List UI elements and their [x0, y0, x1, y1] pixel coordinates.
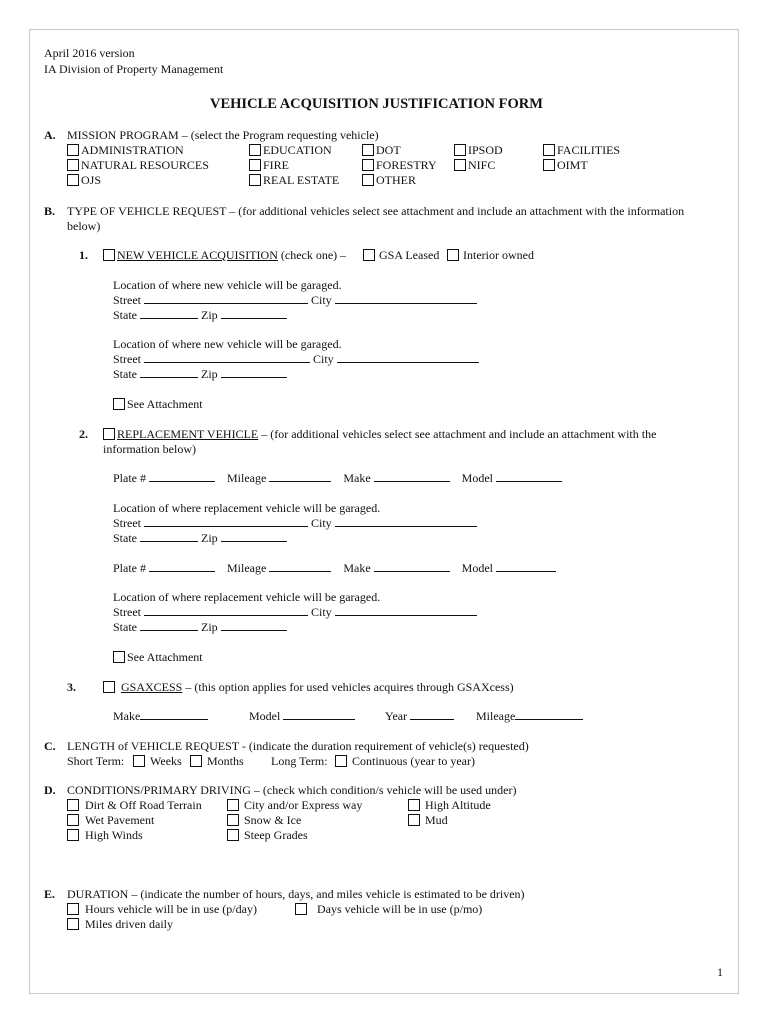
- division-text: IA Division of Property Management: [44, 62, 224, 76]
- replacement-street-row-1: [113, 516, 477, 530]
- new-vehicle-check-one: (check one) –: [277, 248, 347, 262]
- plate-label: Plate #: [113, 561, 146, 575]
- zip-input[interactable]: [221, 531, 287, 542]
- checkbox-gsaxcess[interactable]: [103, 681, 115, 693]
- city-label: City: [313, 352, 334, 366]
- city-input[interactable]: [335, 605, 477, 616]
- label-forestry: FORESTRY: [376, 158, 437, 172]
- checkbox-gsa-leased[interactable]: [363, 249, 375, 261]
- label-steep-grades: Steep Grades: [244, 828, 308, 842]
- checkbox-dot[interactable]: [362, 144, 374, 156]
- label-other: OTHER: [376, 173, 416, 187]
- year-input[interactable]: [410, 709, 454, 720]
- mileage-input[interactable]: [269, 471, 331, 482]
- label-oimt: OIMT: [557, 158, 588, 172]
- zip-input[interactable]: [221, 308, 287, 319]
- mileage-input[interactable]: [515, 709, 583, 720]
- form-title: VEHICLE ACQUISITION JUSTIFICATION FORM: [210, 96, 543, 112]
- section-b-letter: B.: [44, 204, 56, 218]
- label-gsa-leased: GSA Leased: [379, 248, 440, 262]
- page-number: 1: [717, 965, 723, 979]
- street-input[interactable]: [144, 352, 310, 363]
- street-label: Street: [113, 293, 141, 307]
- checkbox-snow-ice[interactable]: [227, 814, 239, 826]
- new-location-text-1: Location of where new vehicle will be garaged.: [113, 278, 342, 292]
- label-continuous: Continuous (year to year): [352, 754, 475, 768]
- zip-label: Zip: [201, 367, 218, 381]
- zip-input[interactable]: [221, 367, 287, 378]
- checkbox-high-altitude[interactable]: [408, 799, 420, 811]
- checkbox-weeks[interactable]: [133, 755, 145, 767]
- replacement-state-row-1: [113, 531, 287, 545]
- checkbox-facilities[interactable]: [543, 144, 555, 156]
- model-input[interactable]: [496, 471, 562, 482]
- street-label: Street: [113, 352, 141, 366]
- section-d-letter: D.: [44, 783, 56, 797]
- city-label: City: [311, 605, 332, 619]
- make-label: Make: [343, 561, 371, 575]
- label-see-attachment-2: See Attachment: [127, 650, 203, 664]
- label-weeks: Weeks: [150, 754, 182, 768]
- version-text: April 2016 version: [44, 46, 135, 60]
- checkbox-miles[interactable]: [67, 918, 79, 930]
- label-snow-ice: Snow & Ice: [244, 813, 302, 827]
- model-label: Model: [461, 561, 493, 575]
- section-e-letter: E.: [44, 887, 56, 901]
- section-a-heading: MISSION PROGRAM – (select the Program requesting vehicle): [67, 128, 379, 142]
- state-label: State: [113, 367, 137, 381]
- plate-input[interactable]: [149, 471, 215, 482]
- label-months: Months: [207, 754, 244, 768]
- label-ipsod: IPSOD: [468, 143, 503, 157]
- checkbox-high-winds[interactable]: [67, 829, 79, 841]
- long-term-label: Long Term:: [271, 754, 328, 768]
- checkbox-mud[interactable]: [408, 814, 420, 826]
- gsaxcess-mileage-field: [476, 709, 583, 723]
- model-input[interactable]: [283, 709, 355, 720]
- street-label: Street: [113, 605, 141, 619]
- checkbox-education[interactable]: [249, 144, 261, 156]
- gsaxcess-line: [121, 680, 514, 694]
- state-label: State: [113, 308, 137, 322]
- state-input[interactable]: [140, 308, 198, 319]
- plate-label: Plate #: [113, 471, 146, 485]
- label-fire: FIRE: [263, 158, 290, 172]
- label-natural-resources: NATURAL RESOURCES: [81, 158, 209, 172]
- label-mud: Mud: [425, 813, 448, 827]
- label-administration: ADMINISTRATION: [81, 143, 184, 157]
- section-b-heading-cont: below): [67, 219, 101, 233]
- new-address-state-row-1: [113, 308, 287, 322]
- checkbox-city-express[interactable]: [227, 799, 239, 811]
- model-label: Model: [461, 471, 493, 485]
- section-a-letter: A.: [44, 128, 56, 142]
- label-city-express: City and/or Express way: [244, 798, 363, 812]
- checkbox-wet-pavement[interactable]: [67, 814, 79, 826]
- vehicle-details-row-1: [113, 471, 562, 485]
- item-2-number: 2.: [79, 427, 88, 441]
- vehicle-details-row-2: [113, 561, 556, 575]
- state-label: State: [113, 620, 137, 634]
- label-see-attachment-1: See Attachment: [127, 397, 203, 411]
- section-c-heading: LENGTH of VEHICLE REQUEST - (indicate the duration requirement of vehicle(s) requested): [67, 739, 529, 753]
- street-label: Street: [113, 516, 141, 530]
- new-vehicle-line: [117, 248, 346, 262]
- zip-input[interactable]: [221, 620, 287, 631]
- gsaxcess-make-field: [113, 709, 208, 723]
- plate-input[interactable]: [149, 561, 215, 572]
- new-vehicle-label: NEW VEHICLE ACQUISITION: [117, 248, 278, 262]
- label-hours: Hours vehicle will be in use (p/day): [85, 902, 257, 916]
- label-real-estate: REAL ESTATE: [263, 173, 340, 187]
- zip-label: Zip: [201, 308, 218, 322]
- checkbox-real-estate[interactable]: [249, 174, 261, 186]
- make-input[interactable]: [374, 471, 450, 482]
- checkbox-days[interactable]: [295, 903, 307, 915]
- section-e-heading: DURATION – (indicate the number of hours, days, and miles vehicle is estimated to be driven): [67, 887, 525, 901]
- checkbox-interior-owned[interactable]: [447, 249, 459, 261]
- state-label: State: [113, 531, 137, 545]
- checkbox-dirt-off-road[interactable]: [67, 799, 79, 811]
- checkbox-see-attachment-2[interactable]: [113, 651, 125, 663]
- state-input[interactable]: [140, 367, 198, 378]
- street-input[interactable]: [144, 293, 308, 304]
- city-label: City: [311, 516, 332, 530]
- label-interior-owned: Interior owned: [463, 248, 534, 262]
- label-facilities: FACILITIES: [557, 143, 621, 157]
- checkbox-steep-grades[interactable]: [227, 829, 239, 841]
- label-high-winds: High Winds: [85, 828, 143, 842]
- section-b-heading: TYPE OF VEHICLE REQUEST – (for additional vehicles select see attachment and include an attachment with the information: [67, 204, 685, 218]
- replacement-location-text-1: Location of where replacement vehicle will be garaged.: [113, 501, 381, 515]
- label-dirt-off-road: Dirt & Off Road Terrain: [85, 798, 202, 812]
- make-input[interactable]: [140, 709, 208, 720]
- checkbox-hours[interactable]: [67, 903, 79, 915]
- gsaxcess-model-field: [249, 709, 355, 723]
- mileage-label: Mileage: [227, 561, 267, 575]
- city-input[interactable]: [337, 352, 479, 363]
- make-input[interactable]: [374, 561, 450, 572]
- checkbox-months[interactable]: [190, 755, 202, 767]
- replacement-location-text-2: Location of where replacement vehicle will be garaged.: [113, 590, 381, 604]
- label-education: EDUCATION: [263, 143, 332, 157]
- replacement-street-row-2: [113, 605, 477, 619]
- label-wet-pavement: Wet Pavement: [85, 813, 155, 827]
- zip-label: Zip: [201, 620, 218, 634]
- street-input[interactable]: [144, 516, 308, 527]
- zip-label: Zip: [201, 531, 218, 545]
- year-label: Year: [385, 709, 408, 723]
- state-input[interactable]: [140, 531, 198, 542]
- new-location-text-2: Location of where new vehicle will be garaged.: [113, 337, 342, 351]
- item-3-number: 3.: [67, 680, 76, 694]
- make-label: Make: [343, 471, 371, 485]
- new-address-street-row-2: [113, 352, 479, 366]
- mileage-input[interactable]: [269, 561, 331, 572]
- replacement-state-row-2: [113, 620, 287, 634]
- item-1-number: 1.: [79, 248, 88, 262]
- label-dot: DOT: [376, 143, 401, 157]
- label-nifc: NIFC: [468, 158, 496, 172]
- replacement-line: [117, 427, 656, 441]
- section-d-heading: CONDITIONS/PRIMARY DRIVING – (check which condition/s vehicle will be used under): [67, 783, 517, 797]
- city-input[interactable]: [335, 516, 477, 527]
- checkbox-continuous[interactable]: [335, 755, 347, 767]
- model-label: Model: [249, 709, 281, 723]
- checkbox-forestry[interactable]: [362, 159, 374, 171]
- model-input[interactable]: [496, 561, 556, 572]
- gsaxcess-year-field: [385, 709, 454, 723]
- label-ojs: OJS: [81, 173, 102, 187]
- checkbox-administration[interactable]: [67, 144, 79, 156]
- replacement-rest-cont: information below): [103, 442, 196, 456]
- checkbox-replacement-vehicle[interactable]: [103, 428, 115, 440]
- checkbox-ojs[interactable]: [67, 174, 79, 186]
- section-c-letter: C.: [44, 739, 56, 753]
- gsaxcess-label: GSAXCESS: [121, 680, 183, 694]
- new-address-street-row-1: [113, 293, 477, 307]
- short-term-label: Short Term:: [67, 754, 125, 768]
- checkbox-natural-resources[interactable]: [67, 159, 79, 171]
- city-label: City: [311, 293, 332, 307]
- label-miles: Miles driven daily: [85, 917, 173, 931]
- checkbox-ipsod[interactable]: [454, 144, 466, 156]
- gsaxcess-rest: – (this option applies for used vehicles acquires through GSAXcess): [182, 680, 514, 694]
- city-input[interactable]: [335, 293, 477, 304]
- state-input[interactable]: [140, 620, 198, 631]
- new-address-state-row-2: [113, 367, 287, 381]
- checkbox-other[interactable]: [362, 174, 374, 186]
- replacement-label: REPLACEMENT VEHICLE: [117, 427, 259, 441]
- mileage-label: Mileage: [227, 471, 267, 485]
- checkbox-fire[interactable]: [249, 159, 261, 171]
- mileage-label: Mileage: [476, 709, 516, 723]
- checkbox-new-vehicle[interactable]: [103, 249, 115, 261]
- replacement-rest: – (for additional vehicles select see attachment and include an attachment with the: [258, 427, 657, 441]
- checkbox-see-attachment-1[interactable]: [113, 398, 125, 410]
- checkbox-oimt[interactable]: [543, 159, 555, 171]
- label-high-altitude: High Altitude: [425, 798, 491, 812]
- make-label: Make: [113, 709, 141, 723]
- checkbox-nifc[interactable]: [454, 159, 466, 171]
- street-input[interactable]: [144, 605, 308, 616]
- label-days: Days vehicle will be in use (p/mo): [317, 902, 483, 916]
